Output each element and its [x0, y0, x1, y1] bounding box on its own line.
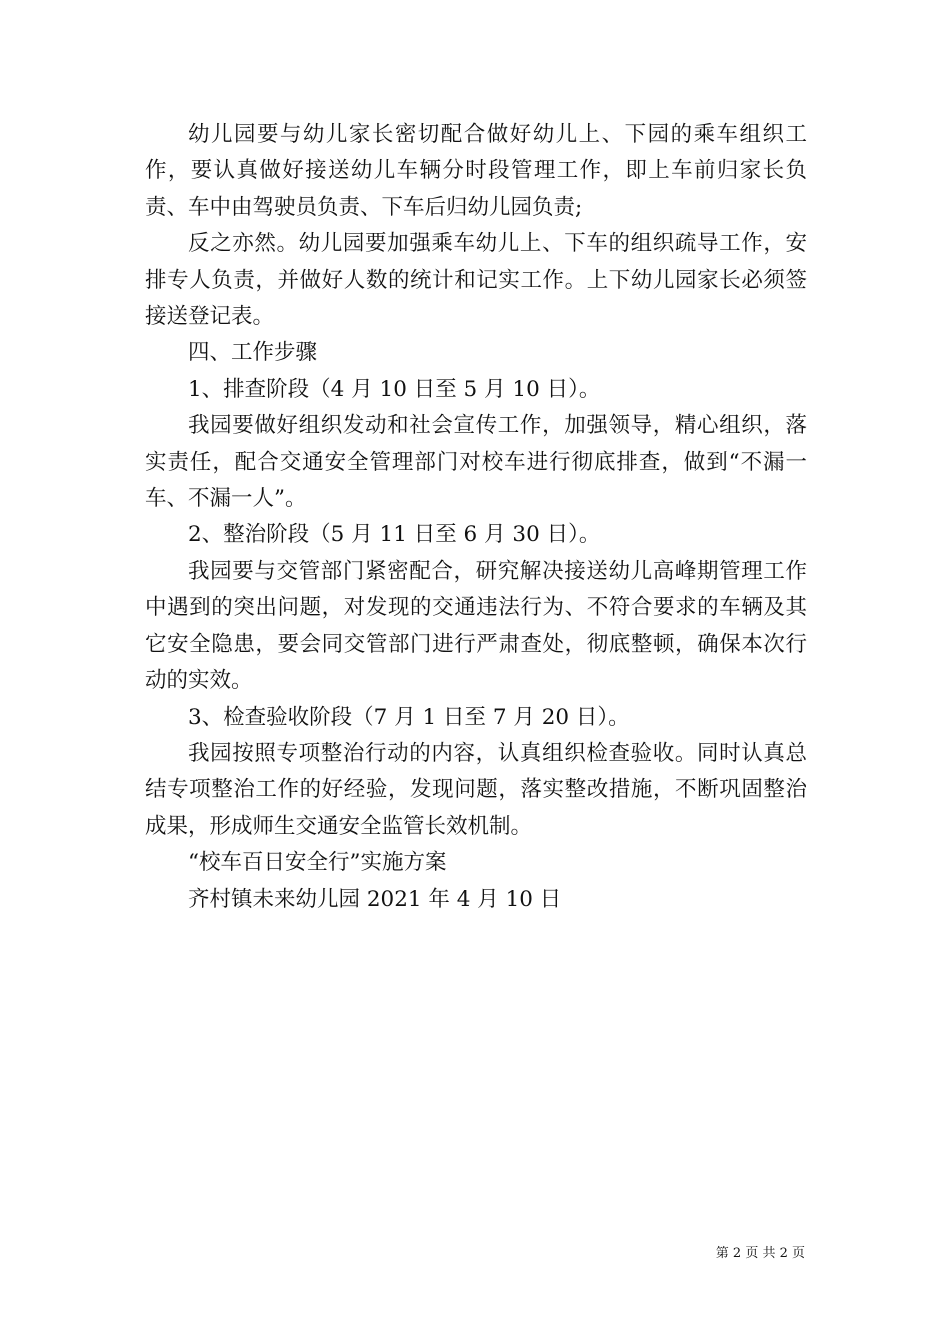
paragraph-acceptance: 我园按照专项整治行动的内容，认真组织检查验收。同时认真总结专项整治工作的好经验，发现问题，落实整改措施，不断巩固整治成果，形成师生交通安全监管长效机制。	[145, 740, 807, 839]
step-heading-acceptance: 3、检查验收阶段（7 月 1 日至 7 月 20 日）。	[188, 704, 630, 730]
step-heading-rectification: 2、整治阶段（5 月 11 日至 6 月 30 日）。	[188, 522, 601, 548]
document-body	[145, 117, 807, 918]
paragraph-boarding-guidance: 反之亦然。幼儿园要加强乘车幼儿上、下车的组织疏导工作，安排专人负责，并做好人数的统计和记实工作。上下幼儿园家长必须签接送登记表。	[145, 231, 807, 330]
paragraph-inspection: 我园要做好组织发动和社会宣传工作，加强领导，精心组织，落实责任，配合交通安全管理部门对校车进行彻底排查，做到“不漏一车、不漏一人”。	[145, 413, 807, 512]
paragraph-pickup-organization: 幼儿园要与幼儿家长密切配合做好幼儿上、下园的乘车组织工作，要认真做好接送幼儿车辆分时段管理工作，即上车前归家长负责、车中由驾驶员负责、下车后归幼儿园负责;	[145, 122, 807, 220]
step-heading-inspection: 1、排查阶段（4 月 10 日至 5 月 10 日）。	[188, 376, 601, 402]
page-number: 第 2 页 共 2 页	[715, 1246, 805, 1261]
paragraph-rectification: 我园要与交管部门紧密配合，研究解决接送幼儿高峰期管理工作中遇到的突出问题，对发现的交通违法行为、不符合要求的车辆及其它安全隐患，要会同交管部门进行严肃查处，彻底整顿，确保本次行动的实效。	[145, 558, 807, 694]
section-heading-work-steps: 四、工作步骤	[188, 340, 318, 366]
signature-date-line: 齐村镇未来幼儿园 2021 年 4 月 10 日	[188, 886, 562, 912]
document-title-line: “校车百日安全行”实施方案	[188, 850, 447, 876]
